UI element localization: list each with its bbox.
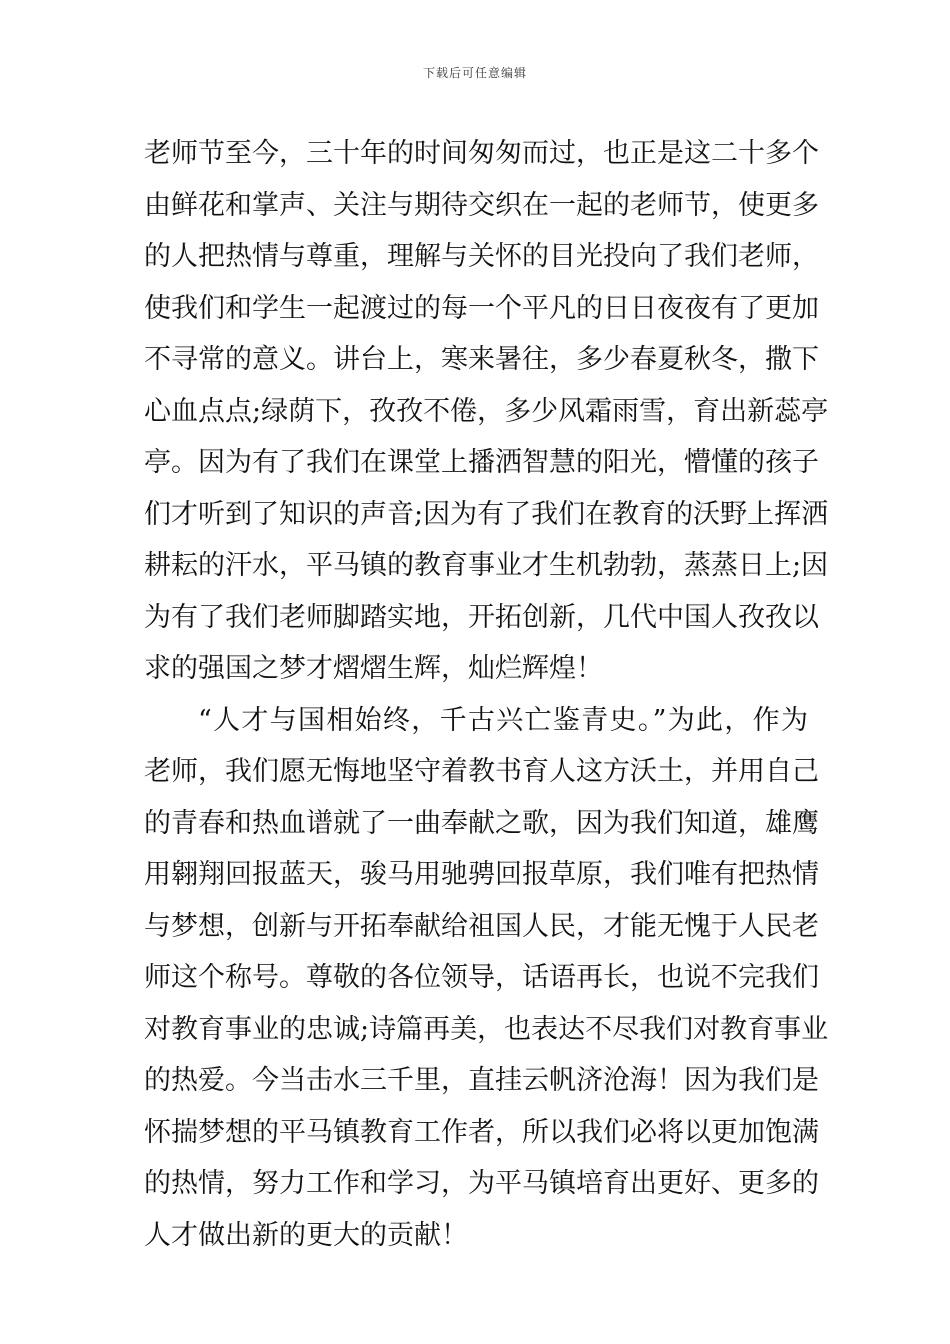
text-line: 由鲜花和掌声、关注与期待交织在一起的老师节，使更多 — [144, 189, 819, 221]
text-line: 老师，我们愿无悔地坚守着教书育人这方沃土，并用自己 — [144, 756, 819, 787]
text-line: 的热情，努力工作和学习，为平马镇培育出更好、更多的 — [144, 1168, 819, 1199]
text-line: 与梦想，创新与开拓奉献给祖国人民，才能无愧于人民老 — [144, 910, 819, 942]
text-line: 老师节至今，三十年的时间匆匆而过，也正是这二十多个 — [144, 138, 819, 169]
text-line: “人才与国相始终，千古兴亡鉴青史。”为此，作为 — [198, 704, 808, 736]
text-line: 不寻常的意义。讲台上，寒来暑往，多少春夏秋冬，撒下 — [144, 344, 819, 375]
text-line: 师这个称号。尊敬的各位领导，话语再长，也说不完我们 — [144, 962, 819, 993]
text-line: 使我们和学生一起渡过的每一个平凡的日日夜夜有了更加 — [144, 292, 819, 324]
text-line: 的青春和热血谱就了一曲奉献之歌，因为我们知道，雄鹰 — [144, 807, 819, 839]
text-line: 的人把热情与尊重，理解与关怀的目光投向了我们老师， — [144, 241, 819, 272]
text-line: 耕耘的汗水，平马镇的教育事业才生机勃勃，蒸蒸日上;因 — [144, 550, 829, 581]
text-line: 心血点点;绿荫下，孜孜不倦，多少风霜雨雪，育出新蕊亭 — [144, 395, 829, 427]
text-line: 对教育事业的忠诚;诗篇再美，也表达不尽我们对教育事业 — [144, 1013, 829, 1045]
text-line: 亭。因为有了我们在课堂上播洒智慧的阳光，懵懂的孩子 — [144, 447, 819, 478]
paragraph-2 — [144, 695, 829, 1262]
body-text — [144, 128, 829, 1261]
paragraph-1 — [144, 128, 829, 695]
header-note: 下载后可任意编辑 — [422, 66, 527, 80]
text-line: 怀揣梦想的平马镇教育工作者，所以我们必将以更加饱满 — [144, 1116, 819, 1148]
text-line: 们才听到了知识的声音;因为有了我们在教育的沃野上挥洒 — [144, 498, 829, 530]
text-line: 用翱翔回报蓝天，骏马用驰骋回报草原，我们唯有把热情 — [144, 859, 819, 890]
text-line: 的热爱。今当击水三千里，直挂云帆济沧海！因为我们是 — [144, 1065, 819, 1096]
text-line: 求的强国之梦才熠熠生辉，灿烂辉煌！ — [144, 653, 603, 684]
text-line: 为有了我们老师脚踏实地，开拓创新，几代中国人孜孜以 — [144, 601, 819, 633]
text-line: 人才做出新的更大的贡献！ — [144, 1219, 468, 1251]
